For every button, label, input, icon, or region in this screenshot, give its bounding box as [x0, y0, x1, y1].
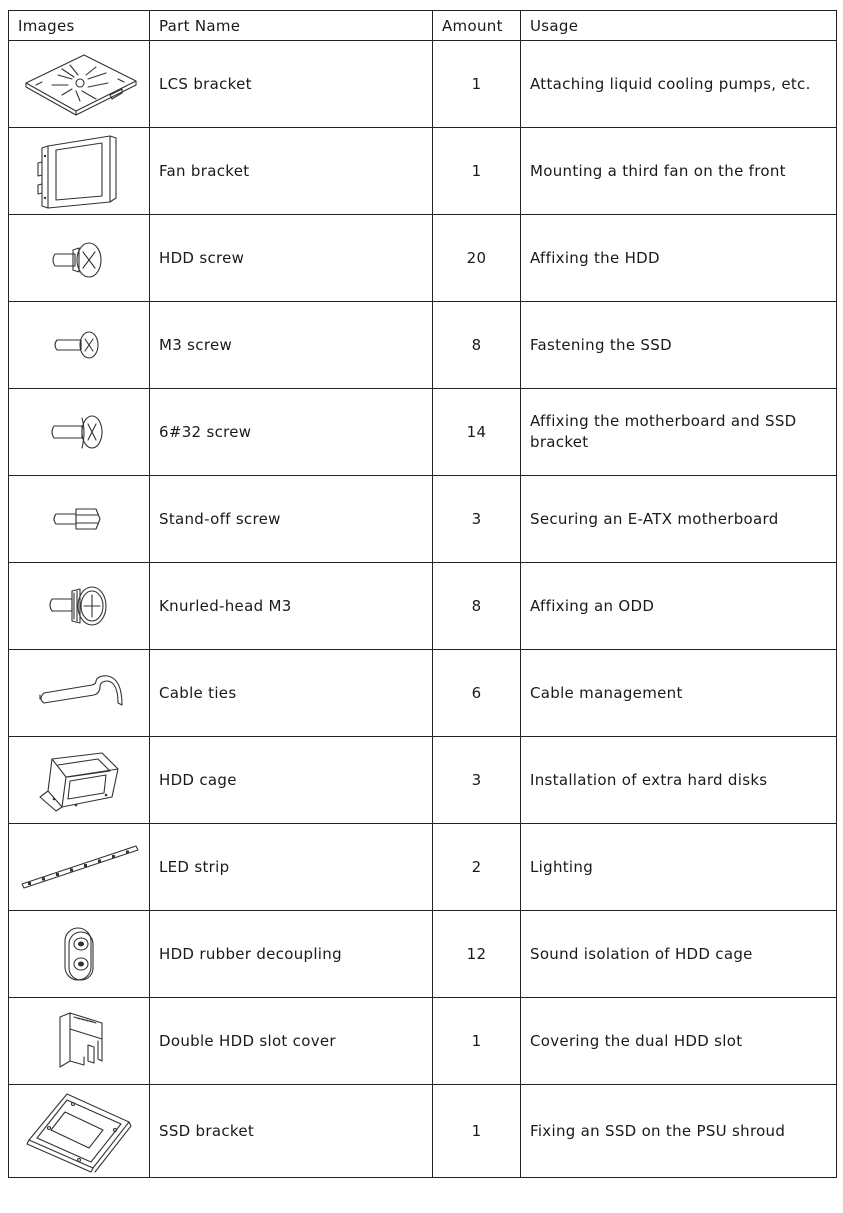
part-name: 6#32 screw: [150, 389, 433, 476]
part-amount: 1: [433, 41, 521, 128]
header-amount: Amount: [433, 11, 521, 41]
table-row: [9, 650, 837, 737]
table-header-row: [9, 11, 837, 41]
led-strip-icon: [18, 842, 142, 892]
header-usage: Usage: [521, 11, 837, 41]
hdd-slot-cover-icon: [44, 1009, 114, 1073]
standoff-screw-icon: [50, 503, 108, 535]
table-row: [9, 128, 837, 215]
part-amount: 1: [433, 998, 521, 1085]
part-name: HDD rubber decoupling: [150, 911, 433, 998]
part-usage: Fixing an SSD on the PSU shroud: [521, 1085, 837, 1178]
table-row: [9, 998, 837, 1085]
image-cell: [9, 302, 150, 389]
part-usage: Affixing the motherboard and SSD bracket: [521, 389, 837, 476]
image-cell: [9, 215, 150, 302]
part-usage: Fastening the SSD: [521, 302, 837, 389]
image-cell: [9, 389, 150, 476]
part-amount: 2: [433, 824, 521, 911]
part-amount: 6: [433, 650, 521, 737]
part-name: HDD screw: [150, 215, 433, 302]
image-cell: [9, 41, 150, 128]
table-row: [9, 41, 837, 128]
table-row: [9, 911, 837, 998]
part-amount: 20: [433, 215, 521, 302]
table-row: [9, 389, 837, 476]
image-cell: [9, 911, 150, 998]
image-cell: [9, 824, 150, 911]
header-part-name: Part Name: [150, 11, 433, 41]
part-name: HDD cage: [150, 737, 433, 824]
part-usage: Cable management: [521, 650, 837, 737]
image-cell: [9, 563, 150, 650]
image-cell: [9, 998, 150, 1085]
fan-bracket-icon: [34, 132, 124, 210]
part-name: Fan bracket: [150, 128, 433, 215]
table-row: [9, 563, 837, 650]
part-name: M3 screw: [150, 302, 433, 389]
lcs-bracket-icon: [18, 49, 142, 119]
table-row: [9, 215, 837, 302]
table-row: [9, 737, 837, 824]
part-amount: 3: [433, 737, 521, 824]
part-amount: 3: [433, 476, 521, 563]
part-name: LED strip: [150, 824, 433, 911]
part-amount: 1: [433, 128, 521, 215]
hdd-screw-icon: [49, 236, 109, 280]
m3-screw-icon: [51, 327, 107, 363]
table-row: [9, 1085, 837, 1178]
6-32-screw-icon: [48, 410, 110, 454]
part-amount: 1: [433, 1085, 521, 1178]
parts-table: [8, 10, 837, 1178]
part-usage: Affixing the HDD: [521, 215, 837, 302]
ssd-bracket-icon: [23, 1090, 135, 1172]
part-usage: Attaching liquid cooling pumps, etc.: [521, 41, 837, 128]
part-amount: 12: [433, 911, 521, 998]
part-usage: Installation of extra hard disks: [521, 737, 837, 824]
part-amount: 8: [433, 563, 521, 650]
part-amount: 8: [433, 302, 521, 389]
image-cell: [9, 650, 150, 737]
header-images: Images: [9, 11, 150, 41]
part-name: Knurled-head M3: [150, 563, 433, 650]
image-cell: [9, 737, 150, 824]
table-row: [9, 302, 837, 389]
cable-tie-icon: [34, 673, 124, 713]
part-name: SSD bracket: [150, 1085, 433, 1178]
part-name: Double HDD slot cover: [150, 998, 433, 1085]
image-cell: [9, 1085, 150, 1178]
part-amount: 14: [433, 389, 521, 476]
image-cell: [9, 128, 150, 215]
part-name: LCS bracket: [150, 41, 433, 128]
hdd-cage-icon: [32, 745, 126, 815]
part-usage: Mounting a third fan on the front: [521, 128, 837, 215]
image-cell: [9, 476, 150, 563]
part-name: Stand-off screw: [150, 476, 433, 563]
part-name: Cable ties: [150, 650, 433, 737]
table-row: [9, 476, 837, 563]
part-usage: Securing an E-ATX motherboard: [521, 476, 837, 563]
rubber-decoupling-icon: [59, 924, 99, 984]
part-usage: Affixing an ODD: [521, 563, 837, 650]
part-usage: Lighting: [521, 824, 837, 911]
part-usage: Sound isolation of HDD cage: [521, 911, 837, 998]
table-row: [9, 824, 837, 911]
knurled-head-screw-icon: [46, 581, 112, 631]
part-usage: Covering the dual HDD slot: [521, 998, 837, 1085]
